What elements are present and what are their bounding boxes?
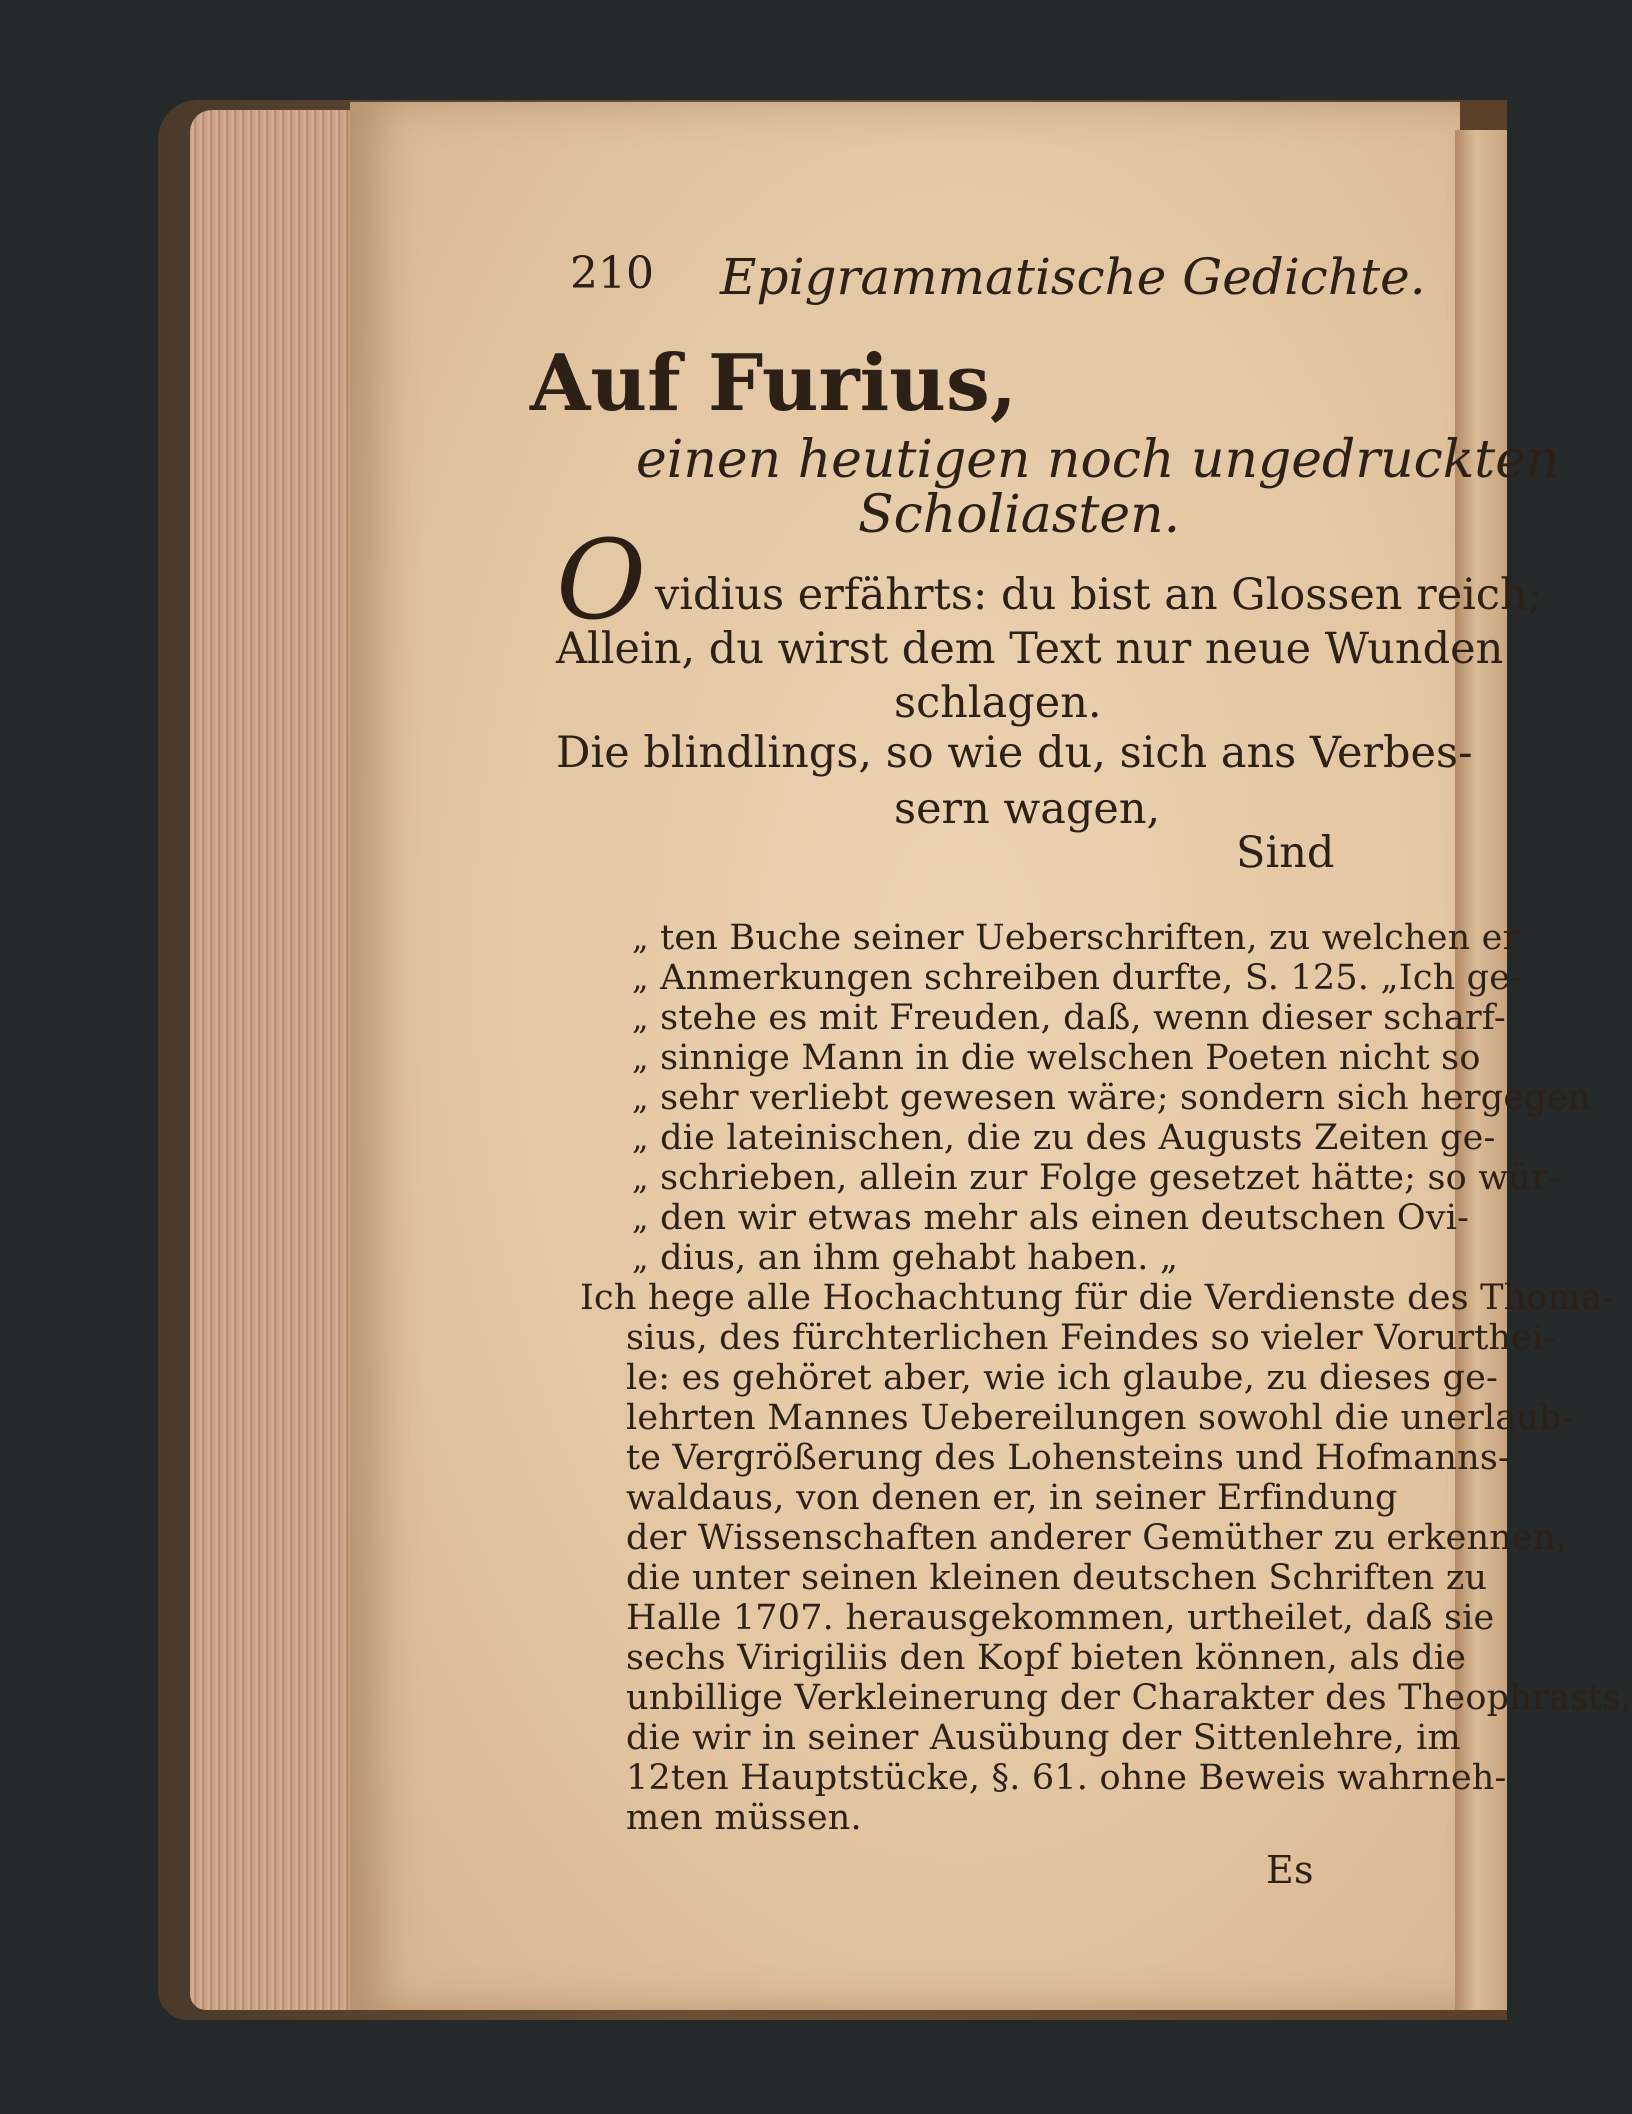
quote-line-1-text: ten Buche seiner Ueberschriften, zu welchen er: [660, 918, 1520, 958]
drop-cap: O: [556, 516, 647, 644]
poem-title: [0, 338, 1507, 429]
quote-line-8: [632, 1198, 1469, 1238]
quote-line-1: [632, 918, 1520, 958]
paragraph-line-4: lehrten Mannes Uebereilungen sowohl die unerlaub-: [626, 1398, 1574, 1438]
quote-mark: „: [632, 1159, 649, 1197]
quote-line-9-text: dius, an ihm gehabt haben. „: [660, 1238, 1179, 1278]
catchword: Es: [1266, 1848, 1314, 1892]
poem-line-2: Allein, du wirst dem Text nur neue Wunden: [556, 624, 1504, 674]
quote-mark: „: [632, 1199, 649, 1237]
paragraph-line-2: sius, des fürchterlichen Feindes so vieler Vorurthei-: [626, 1318, 1556, 1358]
paragraph-line-3: le: es gehöret aber, wie ich glaube, zu dieses ge-: [626, 1358, 1499, 1398]
quote-mark: „: [632, 1239, 649, 1277]
quote-line-6: [632, 1118, 1496, 1158]
paragraph-line-13: 12ten Hauptstücke, §. 61. ohne Beweis wahrneh-: [626, 1758, 1507, 1798]
page-number: 210: [570, 248, 654, 299]
paragraph-line-7: der Wissenschaften anderer Gemüther zu erkennen,: [626, 1518, 1568, 1558]
quote-mark: „: [632, 919, 649, 957]
paragraph-line-12: die wir in seiner Ausübung der Sittenlehre, im: [626, 1718, 1461, 1758]
poem-catchword: Sind: [1236, 828, 1335, 878]
quote-mark: „: [632, 1119, 649, 1157]
paragraph-line-5: te Vergrößerung des Lohensteins und Hofmanns-: [626, 1438, 1511, 1478]
poem-line-5: sern wagen,: [894, 784, 1161, 834]
quote-line-2: [632, 958, 1522, 998]
quote-mark: „: [632, 1039, 649, 1077]
quote-mark: „: [632, 999, 649, 1037]
poem-line-3: schlagen.: [894, 678, 1102, 728]
paragraph-line-9: Halle 1707. herausgekommen, urtheilet, daß sie: [626, 1598, 1495, 1638]
quote-line-4-text: sinnige Mann in die welschen Poeten nicht so: [660, 1038, 1481, 1078]
quote-line-7: [632, 1158, 1560, 1198]
quote-line-4: [632, 1038, 1481, 1078]
quote-line-6-text: die lateinischen, die zu des Augusts Zeiten ge-: [660, 1118, 1496, 1158]
poem-line-4: Die blindlings, so wie du, sich ans Verbes-: [556, 728, 1473, 778]
quote-line-2-text: Anmerkungen schreiben durfte, S. 125. „Ich ge-: [660, 958, 1523, 998]
poem-line-1: vidius erfährts: du bist an Glossen reich;: [655, 570, 1543, 620]
running-title: Epigrammatische Gedichte.: [720, 248, 1426, 306]
poem-subtitle-line1: einen heutigen noch ungedruckten: [636, 430, 1560, 490]
paragraph-line-11: unbillige Verkleinerung der Charakter des Theophrasts,: [626, 1678, 1632, 1718]
paragraph-line-6: waldaus, von denen er, in seiner Erfindung: [626, 1478, 1398, 1518]
quote-line-5: [632, 1078, 1591, 1118]
paragraph-line-14: men müssen.: [626, 1798, 862, 1838]
quote-line-3-text: stehe es mit Freuden, daß, wenn dieser scharf-: [660, 998, 1506, 1038]
poem-subtitle-line2: Scholiasten.: [858, 485, 1181, 545]
quote-line-7-text: schrieben, allein zur Folge gesetzet hätte; so wür-: [660, 1158, 1561, 1198]
quote-line-8-text: den wir etwas mehr als einen deutschen Ovi-: [660, 1198, 1470, 1238]
quote-line-9: [632, 1238, 1178, 1278]
paragraph-line-10: sechs Virigiliis den Kopf bieten können, als die: [626, 1638, 1467, 1678]
quote-line-3: [632, 998, 1506, 1038]
paragraph-line-1: Ich hege alle Hochachtung für die Verdienste des Thoma-: [580, 1278, 1615, 1318]
quote-line-5-text: sehr verliebt gewesen wäre; sondern sich hergegen: [660, 1078, 1591, 1118]
quote-mark: „: [632, 1079, 649, 1117]
poem-title-text: Auf Furius,: [529, 338, 1018, 429]
paragraph-line-8: die unter seinen kleinen deutschen Schriften zu: [626, 1558, 1488, 1598]
quote-mark: „: [632, 959, 649, 997]
